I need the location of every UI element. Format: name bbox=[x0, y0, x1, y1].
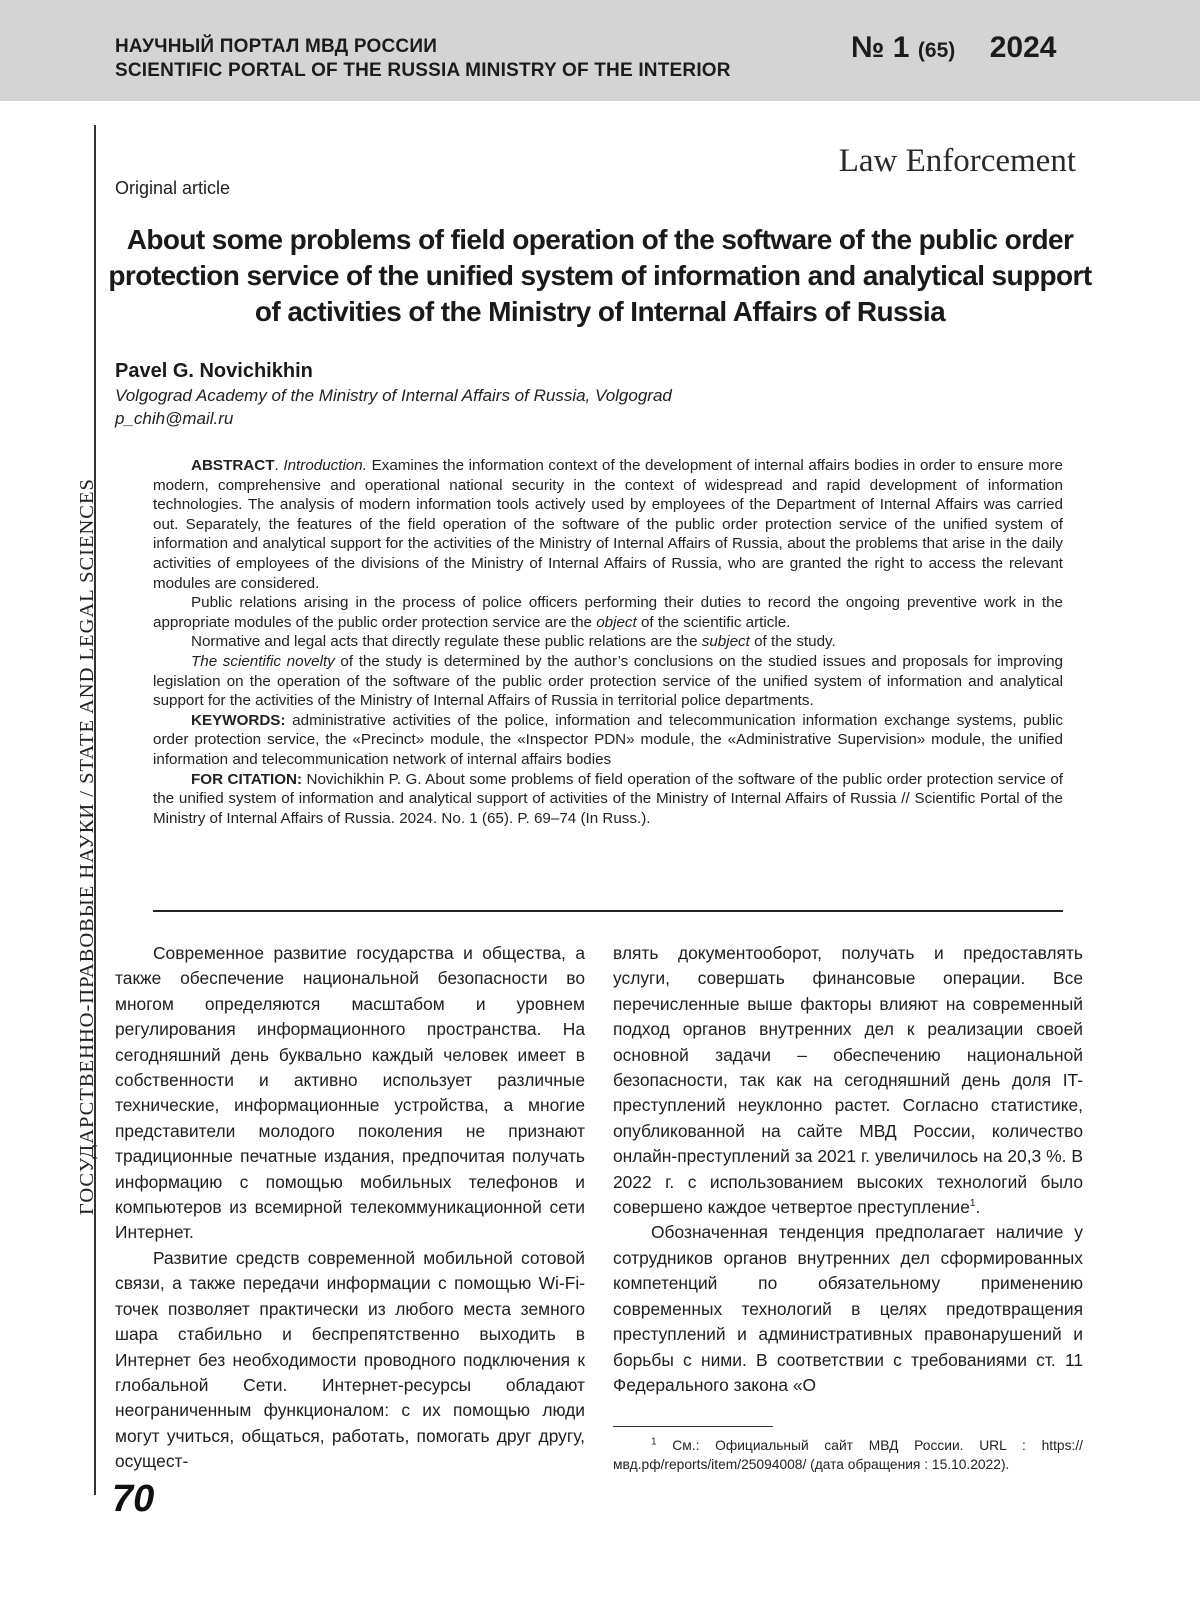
abstract-subject-end: of the study. bbox=[749, 633, 836, 651]
body-paragraph: Обозначенная тенденция предполагает наличие у сотрудников органов внутренних дел сформированных компетенций по обязательному применению современных технологий в целях предотвращения преступлений и административных правонарушений и борьбы с ними. В соответствии с требованиями ст. 11 Федерального закона «О bbox=[613, 1222, 1083, 1395]
issue-number: № 1 bbox=[851, 31, 910, 64]
body-paragraph bbox=[613, 941, 1083, 1220]
keywords-label: KEYWORDS: bbox=[191, 711, 286, 729]
footnote-ref: 1 bbox=[969, 1198, 976, 1210]
keywords-text: administrative activities of the police, information and telecommunication information exchange systems, public order protection service, the «Precinct» module, the «Inspector PDN» module, the «Administrative Supervision» module, the unified information and telecommunication network of internal affairs bodies bbox=[153, 711, 1063, 768]
side-label-en: STATE AND LEGAL SCIENCES bbox=[76, 478, 98, 784]
footnote-divider bbox=[613, 1426, 773, 1427]
abstract-object-text: Public relations arising in the process of police officers performing their duties to record the ongoing preventive work in the appropriate modules of the public order protection service are the bbox=[153, 594, 1063, 631]
abstract-intro: ABSTRACT. Introduction. Examines the information context of the development of internal affairs bodies in order to ensure more modern, comprehensive and operational national security in the context of widespread and rapid development of information technologies. The analysis of modern information tools actively used by employees of the Department of Internal Affairs was carried out. Separately, the features of the field operation of the software of the public order protection service of the unified system of information and analytical support for the activities of the Ministry of Internal Affairs of Russia, about the problems that arise in the daily activities of employees of the divisions of the Ministry of Internal Affairs of Russia, who are granted the right to access the relevant modules are considered. bbox=[153, 457, 1063, 592]
abstract-object-word: object bbox=[596, 613, 637, 631]
citation-label: FOR CITATION: bbox=[191, 770, 303, 788]
body-paragraph-text: влять документооборот, получать и предоставлять услуги, совершать финансовые операции. Все перечисленные выше факторы влияют на современный подход органов внутренних дел к реализации своей основной задачи – обеспечению национальной безопасности, так как на сегодняшний день доля IT-преступлений неуклонно растет. Согласно статистике, опубликованной на сайте МВД России, количество онлайн-преступлений за 2021 г. увеличилось на 20,3 %. В 2022 г. с использованием высоких технологий было совершено каждое четвертое преступление bbox=[613, 943, 1083, 1218]
footnote-text: См.: Официальный сайт МВД России. URL : https://мвд.рф/reports/item/25094008/ (дата обращения : 15.10.2022). bbox=[613, 1438, 1083, 1472]
abstract-subject bbox=[153, 632, 1063, 652]
issue-year: 2024 bbox=[989, 31, 1057, 64]
abstract-intro-label: Introduction. bbox=[283, 457, 367, 474]
side-label-separator: / bbox=[76, 783, 98, 803]
footnote bbox=[613, 1436, 1083, 1474]
abstract-novelty-label: The scientific novelty bbox=[191, 652, 335, 670]
section-heading: Law Enforcement bbox=[838, 143, 1076, 179]
author-name: Pavel G. Novichikhin bbox=[115, 360, 313, 382]
journal-name-ru: НАУЧНЫЙ ПОРТАЛ МВД РОССИИ bbox=[115, 36, 438, 57]
body-column-left bbox=[115, 941, 585, 1475]
body-paragraph: Развитие средств современной мобильной сотовой связи, а также передачи информации с помощью Wi-Fi-точек позволяет практически из любого места земного шара стабильно и беспрепятственно выходить в Интернет без необходимости проводного подключения к глобальной Сети. Интернет-ресурсы обладают неограниченным функционалом: с их помощью люди могут учиться, общаться, работать, помогать друг другу, осущест- bbox=[115, 1247, 585, 1472]
article-title: About some problems of field operation of the software of the public order protection service of the unified system of information and analytical support of activities of the Ministry of Internal Affairs of Russia bbox=[108, 224, 1092, 327]
abstract-subject-word: subject bbox=[701, 633, 750, 651]
page-number: 70 bbox=[112, 1478, 155, 1520]
body-paragraph: Современное развитие государства и общества, а также обеспечение национальной безопасности во многом определяются масштабом и уровнем регулирования информационного пространства. На сегодняшний день буквально каждый человек имеет в собственности и активно использует различные технические, информационные устройства, а многие представители молодого поколения не признают традиционные печатные издания, предпочитая получать информацию с помощью мобильных телефонов и компьютеров из всемирной телекоммуникационной сети Интернет. bbox=[115, 943, 585, 1243]
abstract-citation bbox=[153, 770, 1063, 829]
abstract-label: ABSTRACT bbox=[191, 457, 275, 474]
abstract-intro-text: Examines the information context of the development of internal affairs bodies in order to ensure more modern, comprehensive and operational national security in the context of widespread and rapid development of information technologies. The analysis of modern information tools actively used by employees of the Department of Internal Affairs was carried out. Separately, the features of the field operation of the software of the public order protection service of the unified system of information and analytical support for the activities of the Ministry of Internal Affairs of Russia, about the problems that arise in the daily activities of employees of the divisions of the Ministry of Internal Affairs of Russia, who are granted the right to access the relevant modules are considered. bbox=[153, 457, 1063, 592]
abstract bbox=[153, 456, 1063, 828]
abstract-divider bbox=[153, 910, 1063, 912]
journal-name bbox=[115, 35, 731, 83]
abstract-keywords bbox=[153, 711, 1063, 770]
abstract-subject-text: Normative and legal acts that directly regulate these public relations are the bbox=[191, 633, 702, 651]
abstract-object-end: of the scientific article. bbox=[636, 613, 791, 631]
abstract-object bbox=[153, 593, 1063, 632]
citation-text: Novichikhin P. G. About some problems of field operation of the software of the public order protection service of the unified system of information and analytical support of activities of the Ministry of Internal Affairs of Russia // Scientific Portal of the Ministry of Internal Affairs of Russia. 2024. No. 1 (65). P. 69–74 (In Russ.). bbox=[153, 770, 1063, 827]
journal-name-en: SCIENTIFIC PORTAL OF THE RUSSIA MINISTRY OF THE INTERIOR bbox=[115, 60, 731, 81]
article-type: Original article bbox=[115, 178, 231, 198]
body-paragraph-end: . bbox=[975, 1197, 981, 1218]
author-affiliation: Volgograd Academy of the Ministry of Internal Affairs of Russia, Volgograd bbox=[115, 386, 672, 405]
body-column-right bbox=[613, 941, 1083, 1398]
issue-volume: (65) bbox=[917, 39, 956, 62]
abstract-novelty-text: of the study is determined by the author’s conclusions on the studied issues and proposals for improving legislation on the operation of the software of the public order protection service of the unified system of information and analytical support for the activities of the Ministry of Internal Affairs of Russia in territorial police departments. bbox=[153, 652, 1064, 710]
abstract-novelty bbox=[153, 652, 1063, 711]
author-email: p_chih@mail.ru bbox=[115, 409, 234, 428]
side-label-ru: ГОСУДАРСТВЕННО-ПРАВОВЫЕ НАУКИ bbox=[76, 802, 98, 1215]
footnote-mark: 1 bbox=[651, 1436, 657, 1448]
issue-info bbox=[851, 31, 1056, 65]
